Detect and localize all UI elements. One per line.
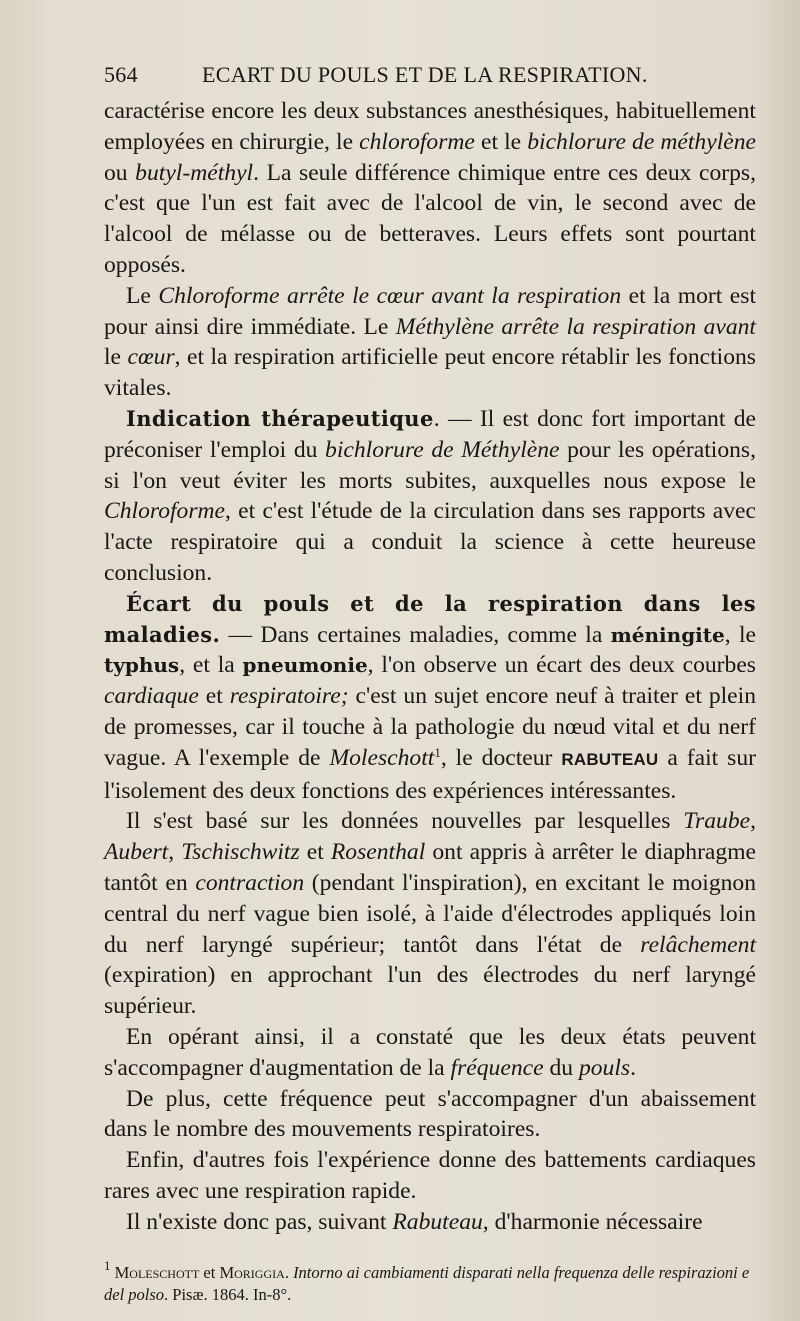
body-text <box>104 96 756 1237</box>
paragraph-1 <box>104 96 756 281</box>
text-run: , et la respiration artificielle peut encore rétablir les fonctions vitales. <box>104 344 756 402</box>
text-run: Le <box>126 282 159 309</box>
text-run: , <box>750 808 756 835</box>
text-run: (pendant l'inspiration), en excitant le moignon central du nerf vague bien isolé, à l'aide d'électrodes appliqués loin du nerf laryngé supérieur; tantôt dans l'état de <box>104 869 757 958</box>
text-run: . <box>284 1263 294 1282</box>
italic-term: cardiaque <box>104 683 199 710</box>
text-run: . La seule différence chimique entre ces deux corps, c'est que l'un est fait avec de l'alcool de vin, le second avec de l'alcool de mélasse ou de betteraves. Leurs effets sont pourtant opposés. <box>104 159 756 278</box>
paragraph-7: De plus, cette fréquence peut s'accompagner d'un abaissement dans le nombre des mouvements respiratoires. <box>104 1085 756 1143</box>
italic-term: Chloroforme <box>104 498 226 525</box>
text-run: ou <box>104 159 136 186</box>
italic-term: chloroforme <box>359 128 475 155</box>
bold-term: méningite <box>610 622 725 647</box>
italic-term: respiratoire; <box>229 683 349 710</box>
paragraph-6 <box>104 1022 756 1084</box>
text-run: — Dans certaines maladies, comme la <box>220 621 611 648</box>
text-run: . Pisæ. 1864. In-8°. <box>164 1285 292 1304</box>
italic-term: Rabuteau <box>392 1208 483 1235</box>
text-run: le <box>104 344 128 371</box>
italic-term: Traube <box>683 808 751 835</box>
italic-term: Rosenthal <box>330 839 426 866</box>
paragraph-5 <box>104 806 756 1022</box>
text-run: pour les opérations, si l'on veut éviter les morts subites, auxquelles nous expose le <box>104 436 756 494</box>
footnote-ref: 1 <box>434 744 441 760</box>
text-run: Il n'existe donc pas, suivant <box>126 1208 393 1235</box>
italic-term: contraction <box>195 869 305 896</box>
paragraph-4 <box>104 589 756 807</box>
footnote-author: Moriggia <box>219 1263 285 1282</box>
text-run: et <box>198 683 230 710</box>
footnote-mark: 1 <box>104 1258 111 1273</box>
text-run: caractérise encore les deux substances anesthésiques, habituellement employées en chirurgie, le <box>104 98 756 155</box>
italic-term: relâchement <box>640 931 756 958</box>
text-run: , le <box>724 621 757 648</box>
page-number: 564 <box>104 62 138 87</box>
text-run: , et la <box>179 652 243 679</box>
italic-term: butyl-méthyl <box>135 159 254 186</box>
text-run: , <box>168 839 182 866</box>
italic-term: bichlorure de Méthylène <box>325 436 560 463</box>
bold-term: pneumonie <box>242 653 368 678</box>
running-title: ECART DU POULS ET DE LA RESPIRATION. <box>202 62 648 87</box>
text-run: En opérant ainsi, il a constaté que les deux états peuvent s'accompagner d'augmentation de la <box>104 1023 756 1081</box>
text-run: ont appris à arrêter le diaphragme tantôt en <box>104 839 757 896</box>
text-run: . <box>630 1054 636 1081</box>
italic-term: Chloroforme arrête le cœur avant la respiration <box>158 282 622 309</box>
text-run: c'est un sujet encore neuf à traiter et plein de promesses, car il touche à la pathologie du nœud vital et du nerf vague. A l'exemple de <box>104 683 756 771</box>
footnote <box>104 1258 764 1306</box>
text-run: . — Il est donc fort important de préconiser l'emploi du <box>104 405 756 463</box>
text-run: , l'on observe un écart des deux courbes <box>367 652 756 679</box>
paragraph-9 <box>104 1207 756 1238</box>
text-run: , le docteur <box>440 744 562 771</box>
paragraph-8: Enfin, d'autres fois l'expérience donne des battements cardiaques rares avec une respiration rapide. <box>104 1147 756 1204</box>
text-run: , et c'est l'étude de la circulation dans ses rapports avec l'acte respiratoire qui a conduit la science à cette heureuse conclusion. <box>104 498 756 586</box>
author-name: RABUTEAU <box>561 749 659 769</box>
italic-term: fréquence <box>450 1054 544 1081</box>
italic-term: cœur <box>127 344 175 371</box>
text-run: a fait sur l'isolement des deux fonctions des expériences intéressantes. <box>104 744 756 804</box>
text-run: Il s'est basé sur les données nouvelles par lesquelles <box>126 808 684 835</box>
section-heading-indication: Indication thérapeutique <box>126 405 434 431</box>
footnote-title: Intorno ai cambiamenti disparati nella frequenza delle respirazioni e del polso <box>104 1263 750 1304</box>
italic-term: Méthylène arrête la respiration avant <box>395 313 756 340</box>
text-run: (expiration) en approchant l'un des électrodes du nerf laryngé supérieur. <box>104 962 756 1020</box>
footnote-author: Moleschott <box>114 1263 200 1282</box>
italic-term: pouls <box>578 1054 631 1081</box>
section-heading-ecart: Écart du pouls et de la respiration dans les maladies. <box>104 590 756 647</box>
italic-term: Aubert <box>104 839 169 866</box>
text-run: et <box>199 1263 220 1282</box>
paragraph-3 <box>104 404 756 589</box>
text-run: et la mort est pour ainsi dire immédiate. Le <box>104 282 757 340</box>
running-header <box>104 62 664 88</box>
text-run: et le <box>474 128 528 155</box>
text-run: du <box>543 1054 579 1081</box>
bold-term: typhus <box>104 653 180 678</box>
text-run: et <box>299 839 331 866</box>
italic-term: Tschischwitz <box>181 839 300 866</box>
paragraph-2 <box>104 281 756 404</box>
italic-term: bichlorure de méthylène <box>527 128 757 155</box>
italic-term: Moleschott <box>329 744 435 771</box>
text-run: , d'harmonie nécessaire <box>482 1208 703 1235</box>
